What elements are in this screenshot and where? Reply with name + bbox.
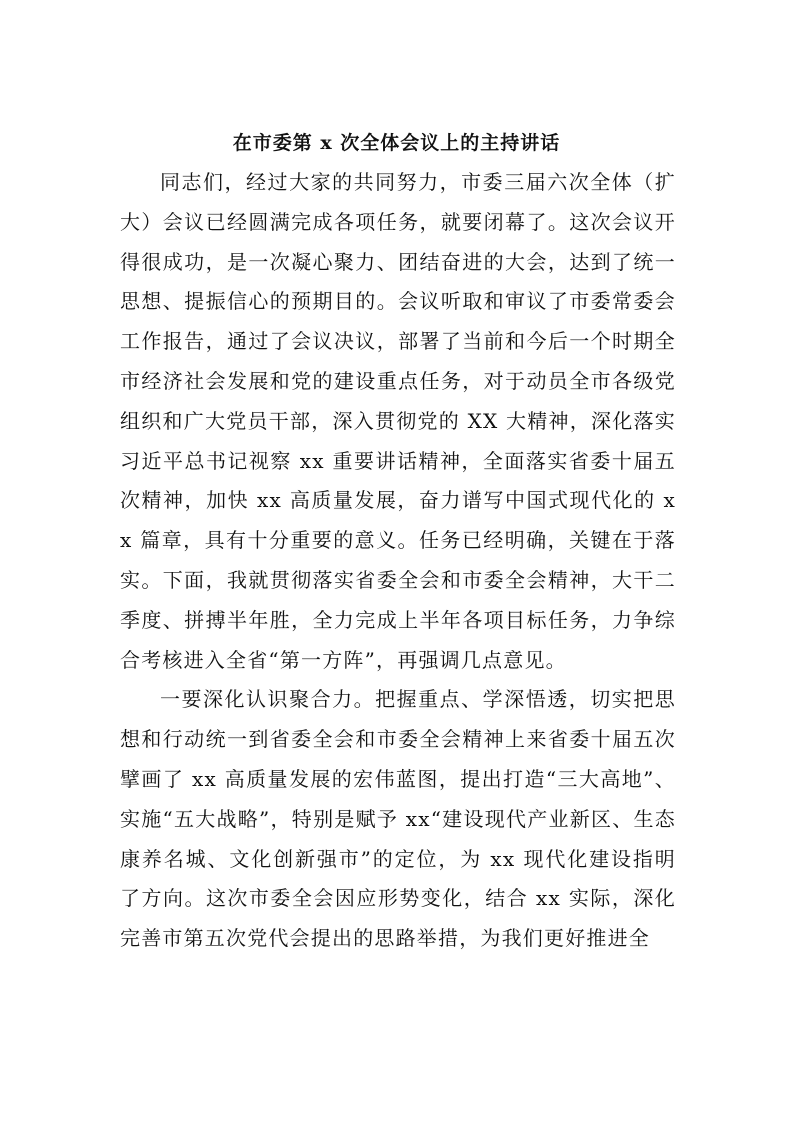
paragraph-opening: 同志们，经过大家的共同努力，市委三届六次全体（扩大）会议已经圆满完成各项任务，就要闭幕了。这次会议开得很成功，是一次凝心聚力、团结奋进的大会，达到了统一思想、提振信心的预期目的。会议听取和审议了市委常委会工作报告，通过了会议决议，部署了当前和今后一个时期全市经济社会发展和党的建设重点任务，对于动员全市各级党组织和广大党员干部，深入贯彻党的 XX 大精神，深化落实习近平总书记视察 xx 重要讲话精神，全面落实省委十届五次精神，加快 xx 高质量发展，奋力谱写中国式现代化的 xx 篇章，具有十分重要的意义。任务已经明确，关键在于落实。下面，我就贯彻落实省委全会和市委全会精神，大干二季度、拼搏半年胜，全力完成上半年各项目标任务，力争综合考核进入全省“第一方阵”，再强调几点意见。 — [120, 170, 676, 672]
document-body — [120, 163, 676, 959]
paragraph-point-one: 一要深化认识聚合力。把握重点、学深悟透，切实把思想和行动统一到省委全会和市委全会精神上来省委十届五次擘画了 xx 高质量发展的宏伟蓝图，提出打造“三大高地”、实施“五大战略”，特别是赋予 xx“建设现代产业新区、生态康养名城、文化创新强市”的定位，为 xx 现代化建设指明了方向。这次市委全会因应形势变化，结合 xx 实际，深化完善市第五次党代会提出的思路举措，为我们更好推进全 — [120, 687, 676, 951]
document-title: 在市委第 x 次全体会议上的主持讲话 — [232, 132, 561, 154]
